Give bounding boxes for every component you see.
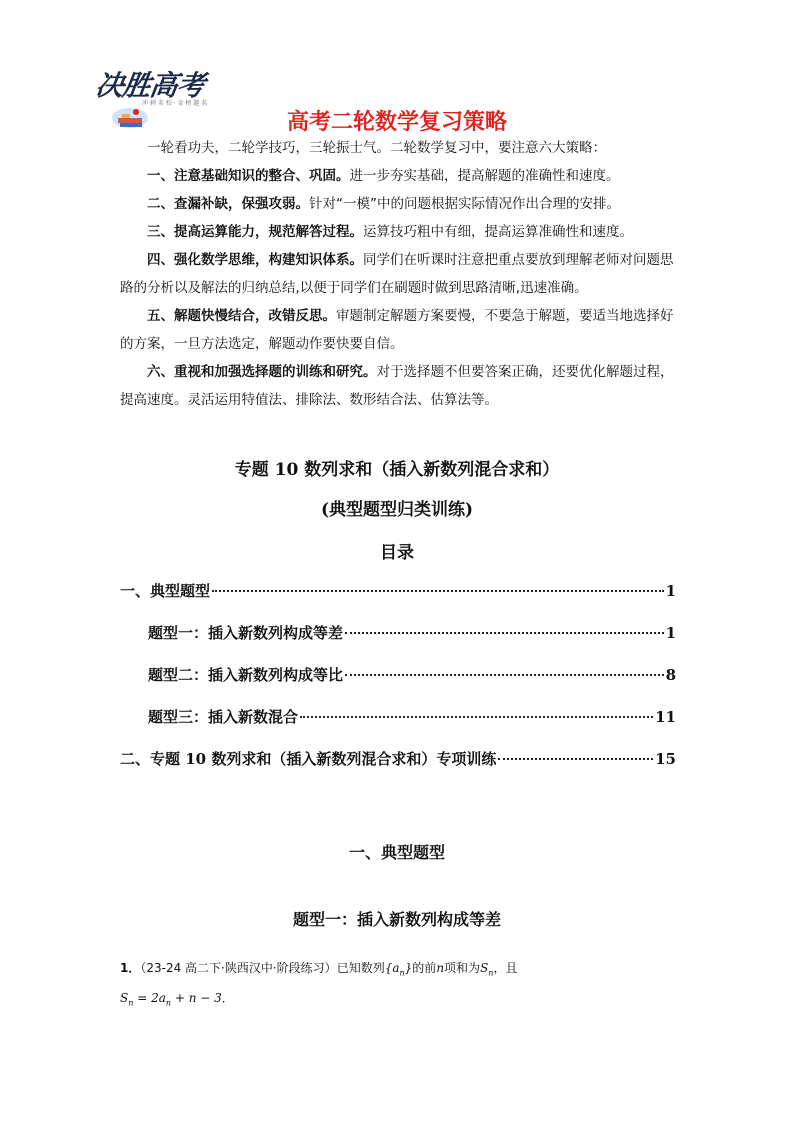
strategy-2-heading: 二、查漏补缺，保强攻弱。 [147, 196, 309, 212]
toc-item-label: 题型三：插入新数混合 [148, 708, 299, 726]
strategy-4-heading: 四、强化数学思维，构建知识体系。 [147, 252, 363, 268]
question-text: 已知数列 [336, 961, 385, 975]
toc-item-page: 1 [665, 582, 676, 600]
toc-item-page: 1 [665, 624, 676, 642]
logo-title: 决胜高考 [93, 69, 207, 102]
toc-item-page: 8 [665, 666, 676, 684]
main-title: 高考二轮数学复习策略 [286, 110, 507, 135]
toc-leader [212, 590, 664, 592]
strategy-3-heading: 三、提高运算能力，规范解答过程。 [147, 224, 363, 240]
strategy-1 [120, 162, 680, 190]
strategy-3 [120, 218, 680, 246]
topic-title: 专题 10 数列求和（插入新数列混合求和） [234, 460, 560, 480]
toc-item-label: 二、专题 10 数列求和（插入新数列混合求和）专项训练 [120, 750, 497, 768]
toc-item-page: 11 [655, 708, 676, 726]
strategy-6-heading: 六、重视和加强选择题的训练和研究。 [147, 364, 377, 380]
strategy-5-text: 审题制定解题方案要慢，不要急于解题，要适当地选择好的方案，一旦方法选定，解题动作要快要自信。 [120, 308, 674, 352]
toc-item-type-2[interactable] [148, 664, 676, 685]
strategy-2 [120, 190, 680, 218]
strategy-4-text: 同学们在听课时注意把重点要放到理解老师对问题思路的分析以及解法的归纳总结,以便于同学们在刷题时做到思路清晰,迅速准确。 [120, 252, 674, 296]
section-heading: 一、典型题型 [348, 843, 445, 862]
strategy-1-text: 进一步夯实基础，提高解题的准确性和速度。 [349, 168, 620, 184]
toc-leader [345, 632, 664, 634]
strategy-2-text: 针对“一模”中的问题根据实际情况作出合理的安排。 [309, 196, 620, 212]
toc-leader [300, 716, 653, 718]
toc-leader [498, 758, 653, 760]
strategy-5-heading: 五、解题快慢结合，改错反思。 [147, 308, 336, 324]
sequence-symbol: $\{a_n\}$ [384, 961, 413, 978]
strategy-6-text: 对于选择题不但要答案正确，还要优化解题过程，提高速度。灵活运用特值法、排除法、数形结合法、估算法等。 [120, 364, 674, 408]
toc-item-typical-types[interactable] [120, 580, 676, 601]
question-1-formula: $S_n = 2a_n + n - 3$． [120, 991, 234, 1008]
intro-paragraph: 一轮看功夫，二轮学技巧，三轮振士气。二轮数学复习中，要注意六大策略： [147, 140, 606, 156]
strategy-5 [120, 302, 680, 358]
toc-leader [345, 674, 664, 676]
subsection-heading: 题型一：插入新数列构成等差 [292, 910, 501, 929]
toc-item-type-3[interactable] [148, 706, 676, 727]
topic-subtitle: (典型题型归类训练) [320, 500, 474, 520]
strategy-6 [120, 358, 680, 414]
toc-item-label: 题型一：插入新数列构成等差 [148, 624, 344, 642]
toc-heading: 目录 [380, 543, 414, 563]
toc-item-special-training[interactable] [120, 748, 676, 769]
strategy-1-heading: 一、注意基础知识的整合、巩固。 [147, 168, 350, 184]
strategy-3-text: 运算技巧粗中有细，提高运算准确性和速度。 [363, 224, 633, 240]
toc-item-type-1[interactable] [148, 622, 676, 643]
toc-item-label: 一、典型题型 [120, 582, 211, 600]
toc-item-label: 题型二：插入新数列构成等比 [148, 666, 344, 684]
question-number: 1． [120, 961, 141, 975]
logo-subtitle: 冲 刺 名 校 · 金 榜 题 名 [142, 100, 208, 107]
question-1: 1．（23-24 高二下·陕西汉中·阶段练习）已知数列$\{a_n\}$的前n项和为$S_n$，且 [120, 961, 518, 978]
question-source: （23-24 高二下·陕西汉中·阶段练习） [140, 961, 337, 975]
strategy-4 [120, 246, 680, 302]
toc-item-page: 15 [655, 750, 676, 768]
